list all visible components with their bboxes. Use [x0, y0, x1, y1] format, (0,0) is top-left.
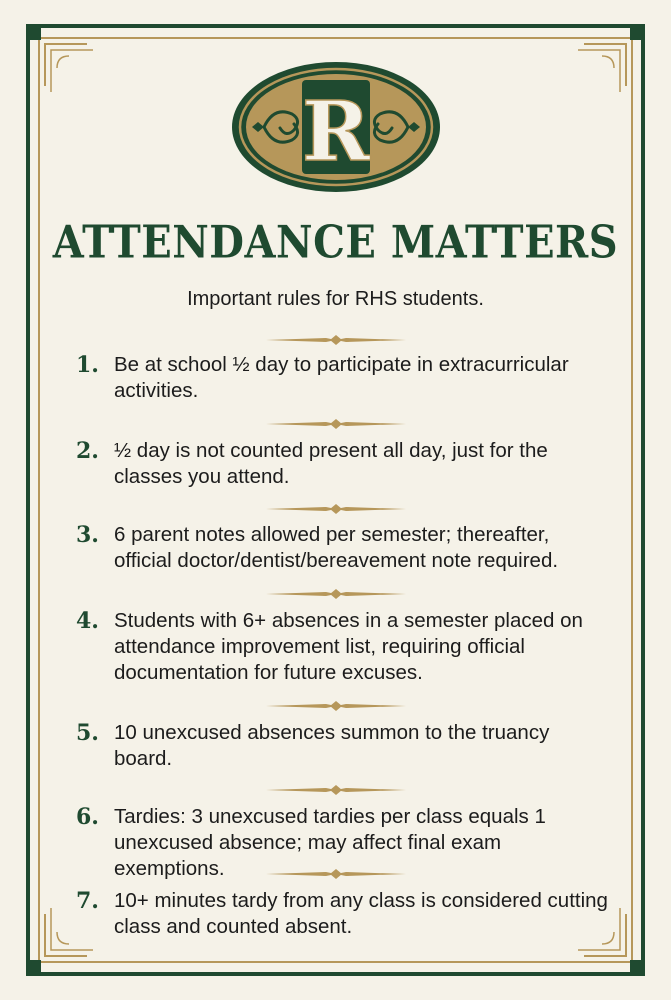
rule-number: 1.: [76, 352, 99, 378]
rule-number: 3.: [76, 522, 99, 548]
rule-text: Students with 6+ absences in a semester placed on attendance improvement list, requiring official documentation for future excuses.: [114, 609, 583, 684]
rule-text: 10+ minutes tardy from any class is considered cutting class and counted absent.: [114, 889, 608, 938]
corner-ornament-icon: [572, 28, 642, 98]
page-subtitle: Important rules for RHS students.: [187, 288, 484, 310]
rule-number: 5.: [76, 720, 99, 746]
rule-text: ½ day is not counted present all day, just for the classes you attend.: [114, 439, 548, 488]
school-logo-emblem: [230, 60, 442, 194]
divider-ornament-icon: [266, 784, 406, 796]
rule-item-1: [76, 352, 611, 404]
divider-ornament-icon: [266, 418, 406, 430]
rule-text: 6 parent notes allowed per semester; thereafter, official doctor/dentist/bereavement note required.: [114, 523, 559, 572]
logo-letter: R: [301, 84, 371, 180]
rule-item-7: [76, 888, 611, 940]
divider-ornament-icon: [266, 700, 406, 712]
rule-item-5: [76, 720, 611, 772]
rule-text: 10 unexcused absences summon to the truancy board.: [114, 721, 550, 770]
rule-number: 4.: [76, 608, 99, 634]
rule-number: 6.: [76, 804, 99, 830]
rule-item-2: [76, 438, 611, 490]
rule-number: 2.: [76, 438, 99, 464]
divider-ornament-icon: [266, 868, 406, 880]
page-title: ATTENDANCE MATTERS: [52, 216, 619, 269]
rule-text: Tardies: 3 unexcused tardies per class equals 1 unexcused absence; may affect final exam exemptions.: [114, 805, 546, 880]
rule-text: Be at school ½ day to participate in extracurricular activities.: [114, 353, 569, 402]
divider-ornament-icon: [266, 334, 406, 346]
corner-ornament-icon: [29, 28, 99, 98]
rule-number: 7.: [76, 888, 99, 914]
divider-ornament-icon: [266, 503, 406, 515]
divider-ornament-icon: [266, 588, 406, 600]
rule-item-4: [76, 608, 611, 686]
rule-item-3: [76, 522, 611, 574]
